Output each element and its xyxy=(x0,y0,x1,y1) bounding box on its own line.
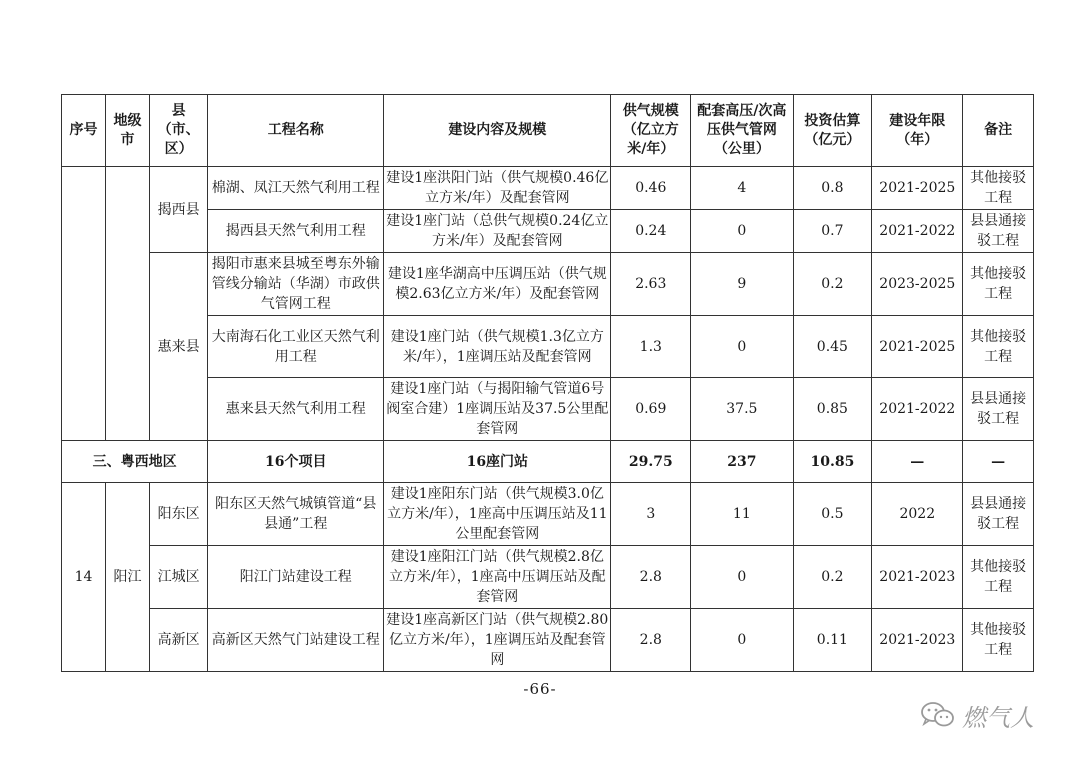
period-cell: 2021-2023 xyxy=(872,546,963,609)
supply-cell: 2.8 xyxy=(611,609,691,672)
period-cell: 2021-2022 xyxy=(872,378,963,441)
table-row xyxy=(62,378,1034,441)
header-pipe: 配套高压/次高压供气管网（公里） xyxy=(691,95,793,167)
county-cell: 江城区 xyxy=(149,546,207,609)
content-cell: 建设1座阳江门站（供气规模2.8亿立方米/年），1座高中压调压站及配套管网 xyxy=(384,546,611,609)
table-row xyxy=(62,609,1034,672)
invest-cell: 0.8 xyxy=(793,167,872,210)
table-row xyxy=(62,167,1034,210)
county-cell: 高新区 xyxy=(149,609,207,672)
page-number: -66- xyxy=(523,680,557,698)
pipe-cell: 0 xyxy=(691,609,793,672)
period-cell: 2021-2023 xyxy=(872,609,963,672)
summary-region: 三、粤西地区 xyxy=(62,441,208,483)
pipe-cell: 0 xyxy=(691,210,793,253)
header-county: 县（市、区） xyxy=(149,95,207,167)
invest-cell: 0.11 xyxy=(793,609,872,672)
project-table xyxy=(61,94,1034,672)
content-cell: 建设1座华湖高中压调压站（供气规模2.63亿立方米/年）及配套管网 xyxy=(384,253,611,316)
table-row xyxy=(62,316,1034,378)
watermark-text: 燃气人 xyxy=(962,703,1034,732)
pipe-cell: 0 xyxy=(691,546,793,609)
remark-cell: 其他接驳工程 xyxy=(963,609,1034,672)
header-period: 建设年限（年） xyxy=(872,95,963,167)
header-name: 工程名称 xyxy=(208,95,384,167)
header-no: 序号 xyxy=(62,95,106,167)
no-cell: 14 xyxy=(62,483,106,672)
remark-cell: 其他接驳工程 xyxy=(963,316,1034,378)
remark-cell: 其他接驳工程 xyxy=(963,253,1034,316)
city-cell-empty xyxy=(105,167,149,441)
remark-cell: 县县通接驳工程 xyxy=(963,210,1034,253)
summary-projects: 16个项目 xyxy=(208,441,384,483)
name-cell: 大南海石化工业区天然气利用工程 xyxy=(208,316,384,378)
invest-cell: 0.7 xyxy=(793,210,872,253)
remark-cell: 县县通接驳工程 xyxy=(963,378,1034,441)
table-row xyxy=(62,210,1034,253)
city-cell: 阳江 xyxy=(105,483,149,672)
watermark xyxy=(920,700,1034,730)
remark-cell: 其他接驳工程 xyxy=(963,167,1034,210)
summary-remark: — xyxy=(963,441,1034,483)
remark-cell: 县县通接驳工程 xyxy=(963,483,1034,546)
period-cell: 2023-2025 xyxy=(872,253,963,316)
header-content: 建设内容及规模 xyxy=(384,95,611,167)
period-cell: 2022 xyxy=(872,483,963,546)
invest-cell: 0.2 xyxy=(793,546,872,609)
pipe-cell: 37.5 xyxy=(691,378,793,441)
period-cell: 2021-2022 xyxy=(872,210,963,253)
period-cell: 2021-2025 xyxy=(872,316,963,378)
pipe-cell: 0 xyxy=(691,316,793,378)
remark-cell: 其他接驳工程 xyxy=(963,546,1034,609)
supply-cell: 2.63 xyxy=(611,253,691,316)
invest-cell: 0.85 xyxy=(793,378,872,441)
name-cell: 揭西县天然气利用工程 xyxy=(208,210,384,253)
supply-cell: 2.8 xyxy=(611,546,691,609)
content-cell: 建设1座门站（总供气规模0.24亿立方米/年）及配套管网 xyxy=(384,210,611,253)
content-cell: 建设1座洪阳门站（供气规模0.46亿立方米/年）及配套管网 xyxy=(384,167,611,210)
supply-cell: 1.3 xyxy=(611,316,691,378)
summary-period: — xyxy=(872,441,963,483)
summary-pipe: 237 xyxy=(691,441,793,483)
name-cell: 阳东区天然气城镇管道“县县通”工程 xyxy=(208,483,384,546)
header-city: 地级市 xyxy=(105,95,149,167)
name-cell: 棉湖、凤江天然气利用工程 xyxy=(208,167,384,210)
header-supply: 供气规模（亿立方米/年） xyxy=(611,95,691,167)
invest-cell: 0.5 xyxy=(793,483,872,546)
county-cell: 揭西县 xyxy=(149,167,207,253)
header-row xyxy=(62,95,1034,167)
pipe-cell: 4 xyxy=(691,167,793,210)
invest-cell: 0.45 xyxy=(793,316,872,378)
period-cell: 2021-2025 xyxy=(872,167,963,210)
summary-stations: 16座门站 xyxy=(384,441,611,483)
wechat-icon xyxy=(920,701,956,729)
content-cell: 建设1座门站（与揭阳输气管道6号阀室合建）1座调压站及37.5公里配套管网 xyxy=(384,378,611,441)
supply-cell: 0.24 xyxy=(611,210,691,253)
table-row xyxy=(62,483,1034,546)
no-cell-empty xyxy=(62,167,106,441)
pipe-cell: 11 xyxy=(691,483,793,546)
name-cell: 惠来县天然气利用工程 xyxy=(208,378,384,441)
summary-supply: 29.75 xyxy=(611,441,691,483)
header-invest: 投资估算（亿元） xyxy=(793,95,872,167)
name-cell: 阳江门站建设工程 xyxy=(208,546,384,609)
name-cell: 高新区天然气门站建设工程 xyxy=(208,609,384,672)
supply-cell: 0.46 xyxy=(611,167,691,210)
table-row xyxy=(62,546,1034,609)
supply-cell: 0.69 xyxy=(611,378,691,441)
table-row xyxy=(62,253,1034,316)
header-remark: 备注 xyxy=(963,95,1034,167)
content-cell: 建设1座门站（供气规模1.3亿立方米/年），1座调压站及配套管网 xyxy=(384,316,611,378)
name-cell: 揭阳市惠来县城至粤东外输管线分输站（华湖）市政供气管网工程 xyxy=(208,253,384,316)
county-cell: 阳东区 xyxy=(149,483,207,546)
county-cell: 惠来县 xyxy=(149,253,207,441)
supply-cell: 3 xyxy=(611,483,691,546)
pipe-cell: 9 xyxy=(691,253,793,316)
summary-row xyxy=(62,441,1034,483)
summary-invest: 10.85 xyxy=(793,441,872,483)
content-cell: 建设1座阳东门站（供气规模3.0亿立方米/年），1座高中压调压站及11公里配套管网 xyxy=(384,483,611,546)
content-cell: 建设1座高新区门站（供气规模2.80亿立方米/年），1座调压站及配套管网 xyxy=(384,609,611,672)
invest-cell: 0.2 xyxy=(793,253,872,316)
